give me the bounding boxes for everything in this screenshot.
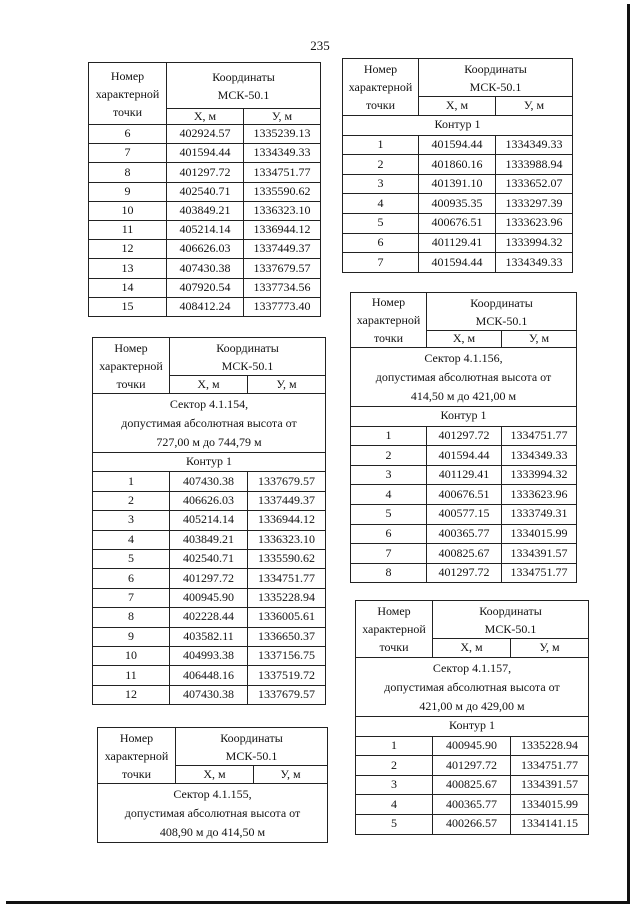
y-coordinate: 1335590.62 (244, 182, 321, 201)
header-row (98, 728, 328, 766)
point-number: 9 (89, 182, 167, 201)
y-coordinate: 1333297.39 (496, 194, 573, 214)
y-coordinate: 1336005.61 (248, 608, 326, 627)
sector-line: Сектор 4.1.157, (432, 660, 512, 675)
x-coordinate: 400945.90 (433, 736, 511, 756)
point-number: 7 (89, 144, 167, 163)
coordinates-title: Координаты (470, 295, 533, 310)
y-column-header: У, м (254, 766, 328, 784)
point-number: 8 (93, 608, 170, 627)
point-number: 12 (89, 240, 167, 259)
y-coordinate: 1334349.33 (496, 253, 573, 273)
sector-row (93, 394, 326, 453)
x-coordinate: 401860.16 (419, 155, 496, 175)
table-6-body (356, 601, 589, 835)
x-coordinate: 402540.71 (167, 182, 244, 201)
table-row (356, 795, 589, 815)
point-number: 6 (89, 125, 167, 144)
point-number: 2 (356, 756, 433, 776)
coordinates-header (419, 59, 573, 97)
sector-line: допустимая абсолютная высота от (124, 805, 301, 820)
point-number: 8 (351, 563, 427, 583)
point-number-header (343, 59, 419, 116)
x-coordinate: 400676.51 (419, 213, 496, 233)
table-row (343, 155, 573, 175)
sector-description (351, 348, 577, 407)
table-1-body (89, 63, 321, 317)
x-coordinate: 405214.14 (167, 220, 244, 239)
table-row (351, 485, 577, 505)
table-row (93, 627, 326, 646)
table-row (343, 253, 573, 273)
table-row (356, 736, 589, 756)
point-number-header-line: Номер (119, 730, 154, 745)
coordinate-system: МСК-50.1 (217, 87, 270, 102)
y-coordinate: 1333652.07 (496, 174, 573, 194)
point-number: 9 (93, 627, 170, 646)
x-coordinate: 401297.72 (170, 569, 248, 588)
y-coordinate: 1334391.57 (502, 544, 577, 564)
y-coordinate: 1336323.10 (244, 201, 321, 220)
point-number-header-line: характерной (99, 358, 163, 373)
y-column-header: У, м (502, 331, 577, 348)
coordinates-title: Координаты (212, 69, 275, 84)
x-coordinate: 401594.44 (419, 135, 496, 155)
table-row (89, 182, 321, 201)
sector-line: допустимая абсолютная высота от (375, 369, 552, 384)
coordinate-system: МСК-50.1 (475, 313, 528, 328)
x-coordinate: 401594.44 (427, 446, 502, 466)
x-coordinate: 403849.21 (167, 201, 244, 220)
coordinate-system: МСК-50.1 (469, 79, 522, 94)
x-coordinate: 407920.54 (167, 278, 244, 297)
y-coordinate: 1336650.37 (248, 627, 326, 646)
table-row (93, 491, 326, 510)
coordinates-header (433, 601, 589, 639)
table-row (89, 240, 321, 259)
point-number: 4 (351, 485, 427, 505)
point-number: 2 (351, 446, 427, 466)
y-coordinate: 1337679.57 (248, 472, 326, 491)
x-coordinate: 400266.57 (433, 814, 511, 834)
x-coordinate: 402228.44 (170, 608, 248, 627)
point-number-header-line: точки (116, 376, 146, 391)
y-coordinate: 1334349.33 (244, 144, 321, 163)
point-number-header-line: точки (112, 104, 143, 119)
y-coordinate: 1334751.77 (511, 756, 589, 776)
sector-line: 408,90 м до 414,50 м (159, 824, 266, 839)
point-number-header-line: характерной (362, 622, 426, 636)
x-coordinate: 400365.77 (427, 524, 502, 544)
y-coordinate: 1333623.96 (496, 213, 573, 233)
y-coordinate: 1337519.72 (248, 666, 326, 685)
x-coordinate: 401129.41 (419, 233, 496, 253)
table-row (356, 814, 589, 834)
sector-line: Сектор 4.1.156, (424, 350, 503, 365)
x-coordinate: 401594.44 (167, 144, 244, 163)
x-coordinate: 404993.38 (170, 646, 248, 665)
table-row (343, 233, 573, 253)
point-number-header-line: характерной (95, 86, 160, 101)
y-coordinate: 1334349.33 (502, 446, 577, 466)
y-coordinate: 1334015.99 (502, 524, 577, 544)
table-row (351, 524, 577, 544)
point-number-header (98, 728, 176, 784)
header-row (93, 338, 326, 376)
point-number: 5 (93, 549, 170, 568)
point-number: 3 (93, 511, 170, 530)
contour-label: Контур 1 (93, 453, 326, 472)
header-row (351, 293, 577, 331)
point-number: 3 (351, 465, 427, 485)
x-column-header: Х, м (176, 766, 254, 784)
table-row (351, 446, 577, 466)
table-row (89, 125, 321, 144)
x-coordinate: 406448.16 (170, 666, 248, 685)
x-coordinate: 403582.11 (170, 627, 248, 646)
x-coordinate: 400945.90 (170, 588, 248, 607)
table-5-body (351, 293, 577, 583)
sector-line: допустимая абсолютная высота от (384, 679, 560, 694)
table-row (89, 163, 321, 182)
x-coordinate: 401297.72 (433, 756, 511, 776)
point-number-header (93, 338, 170, 394)
table-row (89, 278, 321, 297)
table-row (89, 220, 321, 239)
x-coordinate: 400676.51 (427, 485, 502, 505)
table-row (89, 201, 321, 220)
x-coordinate: 400825.67 (427, 544, 502, 564)
point-number: 13 (89, 259, 167, 278)
table-row (93, 511, 326, 530)
table-row (93, 569, 326, 588)
point-number: 7 (343, 253, 419, 273)
coordinates-table-2 (92, 337, 326, 705)
table-row (93, 549, 326, 568)
point-number-header (356, 601, 433, 658)
table-row (93, 666, 326, 685)
contour-label: Контур 1 (351, 407, 577, 427)
point-number: 4 (343, 194, 419, 214)
table-row (93, 646, 326, 665)
coordinate-system: МСК-50.1 (484, 621, 537, 636)
sector-description (93, 394, 326, 453)
x-coordinate: 400577.15 (427, 504, 502, 524)
point-number: 6 (93, 569, 170, 588)
header-row (343, 59, 573, 97)
contour-label: Контур 1 (356, 717, 589, 737)
table-2-body (93, 338, 326, 705)
table-row (351, 465, 577, 485)
point-number: 7 (93, 588, 170, 607)
point-number-header-line: точки (373, 331, 404, 345)
contour-row (93, 453, 326, 472)
header-row (89, 63, 321, 109)
x-coordinate: 401297.72 (167, 163, 244, 182)
point-number: 5 (356, 814, 433, 834)
coordinates-header (176, 728, 328, 766)
table-row (343, 135, 573, 155)
x-column-header: Х, м (167, 109, 244, 125)
y-coordinate: 1337449.37 (248, 491, 326, 510)
table-row (351, 504, 577, 524)
x-coordinate: 401297.72 (427, 563, 502, 583)
table-row (89, 144, 321, 163)
point-number-header-line: Номер (110, 68, 145, 83)
y-column-header: У, м (496, 97, 573, 116)
coordinates-table-3 (97, 727, 328, 843)
y-coordinate: 1333988.94 (496, 155, 573, 175)
y-coordinate: 1337773.40 (244, 297, 321, 316)
point-number: 6 (351, 524, 427, 544)
y-coordinate: 1333994.32 (496, 233, 573, 253)
table-row (89, 259, 321, 278)
point-number: 1 (356, 736, 433, 756)
y-coordinate: 1335590.62 (248, 549, 326, 568)
coordinates-table-1 (88, 62, 321, 317)
x-column-header: Х, м (433, 639, 511, 658)
table-row (351, 544, 577, 564)
sector-line: Сектор 4.1.155, (173, 786, 252, 801)
point-number: 10 (89, 201, 167, 220)
point-number: 7 (351, 544, 427, 564)
contour-row (351, 407, 577, 427)
table-row (343, 194, 573, 214)
table-row (93, 588, 326, 607)
x-coordinate: 406626.03 (170, 491, 248, 510)
y-column-header: У, м (511, 639, 589, 658)
x-coordinate: 406626.03 (167, 240, 244, 259)
table-row (356, 775, 589, 795)
contour-row (343, 116, 573, 136)
x-coordinate: 400365.77 (433, 795, 511, 815)
x-coordinate: 401297.72 (427, 426, 502, 446)
y-coordinate: 1334751.77 (248, 569, 326, 588)
x-coordinate: 407430.38 (170, 472, 248, 491)
y-coordinate: 1334751.77 (502, 563, 577, 583)
sector-row (351, 348, 577, 407)
table-row (343, 174, 573, 194)
point-number-header-line: Номер (371, 295, 406, 309)
header-row (356, 601, 589, 639)
x-coordinate: 405214.14 (170, 511, 248, 530)
coordinates-title: Координаты (464, 61, 527, 76)
point-number-header (89, 63, 167, 125)
coordinates-header (170, 338, 326, 376)
point-number-header-line: Номер (363, 62, 398, 76)
sector-line: 414,50 м до 421,00 м (410, 388, 517, 403)
point-number-header-line: характерной (356, 313, 421, 327)
coordinates-header (427, 293, 577, 331)
coordinates-table-4 (342, 58, 573, 273)
y-coordinate: 1335228.94 (248, 588, 326, 607)
point-number: 11 (93, 666, 170, 685)
point-number: 8 (89, 163, 167, 182)
x-column-header: Х, м (427, 331, 502, 348)
coordinates-table-6 (355, 600, 589, 835)
point-number-header-line: Номер (114, 340, 148, 355)
y-coordinate: 1336323.10 (248, 530, 326, 549)
point-number: 14 (89, 278, 167, 297)
point-number: 3 (356, 775, 433, 795)
y-coordinate: 1336944.12 (248, 511, 326, 530)
coordinate-system: МСК-50.1 (225, 748, 278, 763)
table-row (89, 297, 321, 316)
coordinates-table-5 (350, 292, 577, 583)
y-coordinate: 1337449.37 (244, 240, 321, 259)
point-number: 11 (89, 220, 167, 239)
x-coordinate: 402924.57 (167, 125, 244, 144)
point-number: 5 (351, 504, 427, 524)
point-number-header-line: Номер (377, 604, 411, 618)
contour-label: Контур 1 (343, 116, 573, 136)
table-row (343, 213, 573, 233)
point-number: 10 (93, 646, 170, 665)
x-coordinate: 400825.67 (433, 775, 511, 795)
point-number-header (351, 293, 427, 348)
y-coordinate: 1334141.15 (511, 814, 589, 834)
point-number-header-line: точки (365, 98, 396, 112)
point-number: 4 (356, 795, 433, 815)
point-number: 5 (343, 213, 419, 233)
x-coordinate: 407430.38 (167, 259, 244, 278)
coordinates-title: Координаты (479, 603, 542, 618)
x-coordinate: 403849.21 (170, 530, 248, 549)
point-number-header-line: точки (121, 766, 152, 781)
x-coordinate: 400935.35 (419, 194, 496, 214)
y-coordinate: 1333749.31 (502, 504, 577, 524)
x-coordinate: 401391.10 (419, 174, 496, 194)
table-row (351, 426, 577, 446)
point-number: 1 (343, 135, 419, 155)
sector-row (356, 658, 589, 717)
table-row (93, 472, 326, 491)
point-number: 1 (351, 426, 427, 446)
y-coordinate: 1337679.57 (248, 685, 326, 704)
contour-row (356, 717, 589, 737)
y-coordinate: 1335239.13 (244, 125, 321, 144)
y-coordinate: 1337156.75 (248, 646, 326, 665)
table-row (351, 563, 577, 583)
point-number-header-line: точки (379, 640, 409, 654)
x-coordinate: 402540.71 (170, 549, 248, 568)
coordinate-system: МСК-50.1 (221, 358, 274, 373)
point-number: 15 (89, 297, 167, 316)
table-row (93, 530, 326, 549)
table-3-body (98, 728, 328, 843)
x-column-header: Х, м (170, 376, 248, 394)
table-row (93, 685, 326, 704)
coordinates-title: Координаты (220, 730, 283, 745)
x-column-header: Х, м (419, 97, 496, 116)
point-number: 3 (343, 174, 419, 194)
coordinates-header (167, 63, 321, 109)
y-coordinate: 1334751.77 (244, 163, 321, 182)
y-coordinate: 1334751.77 (502, 426, 577, 446)
table-row (356, 756, 589, 776)
x-coordinate: 407430.38 (170, 685, 248, 704)
sector-line: 727,00 м до 744,79 м (156, 434, 262, 449)
sector-line: Сектор 4.1.154, (169, 396, 249, 411)
point-number: 12 (93, 685, 170, 704)
sector-description (98, 784, 328, 843)
y-coordinate: 1333994.32 (502, 465, 577, 485)
y-coordinate: 1334349.33 (496, 135, 573, 155)
sector-line: 421,00 м до 429,00 м (419, 698, 525, 713)
coordinates-title: Координаты (216, 340, 279, 355)
point-number: 6 (343, 233, 419, 253)
point-number-header-line: характерной (348, 80, 413, 94)
sector-line: допустимая абсолютная высота от (121, 415, 297, 430)
point-number-header-line: характерной (104, 748, 169, 763)
y-coordinate: 1337734.56 (244, 278, 321, 297)
table-row (93, 608, 326, 627)
y-coordinate: 1333623.96 (502, 485, 577, 505)
point-number: 2 (93, 491, 170, 510)
sector-description (356, 658, 589, 717)
y-coordinate: 1335228.94 (511, 736, 589, 756)
y-coordinate: 1336944.12 (244, 220, 321, 239)
x-coordinate: 401594.44 (419, 253, 496, 273)
point-number: 4 (93, 530, 170, 549)
x-coordinate: 401129.41 (427, 465, 502, 485)
point-number: 1 (93, 472, 170, 491)
y-column-header: У, м (248, 376, 326, 394)
page-number: 235 (310, 38, 330, 53)
point-number: 2 (343, 155, 419, 175)
y-column-header: У, м (244, 109, 321, 125)
y-coordinate: 1334391.57 (511, 775, 589, 795)
y-coordinate: 1334015.99 (511, 795, 589, 815)
x-coordinate: 408412.24 (167, 297, 244, 316)
y-coordinate: 1337679.57 (244, 259, 321, 278)
sector-row (98, 784, 328, 843)
table-4-body (343, 59, 573, 273)
